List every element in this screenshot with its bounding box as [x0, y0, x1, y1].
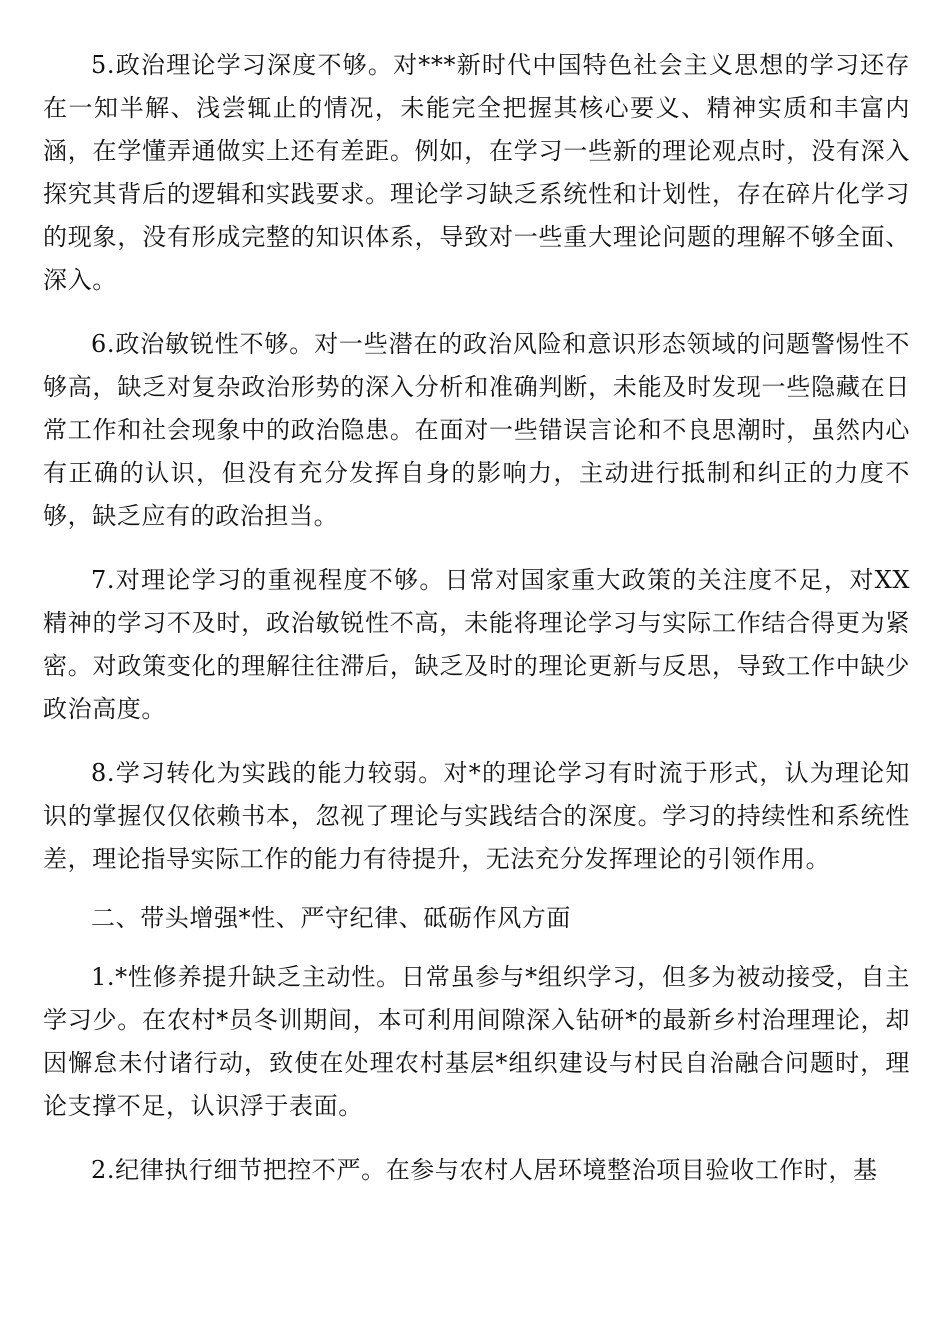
section-heading-2: 二、带头增强*性、严守纪律、砥砺作风方面 [91, 904, 571, 932]
section-2-paragraph-1: 1.*性修养提升缺乏主动性。日常虽参与*组织学习，但多为被动接受，自主学习少。在农村*员冬训期间，本可利用间隙深入钻研*的最新乡村治理理论，却因懈怠未付诸行动，致使在处理农村基层*组织建设与村民自治融合问题时，理论支撑不足，认识浮于表面。 [43, 963, 910, 1120]
paragraph-8-study-to-practice: 8.学习转化为实践的能力较弱。对*的理论学习有时流于形式，认为理论知识的掌握仅仅依赖书本，忽视了理论与实践结合的深度。学习的持续性和系统性差，理论指导实际工作的能力有待提升，无法充分发挥理论的引领作用。 [43, 759, 910, 873]
section-2-paragraph-2: 2.纪律执行细节把控不严。在参与农村人居环境整治项目验收工作时，基 [91, 1156, 878, 1184]
paragraph-6-political-sensitivity: 6.政治敏锐性不够。对一些潜在的政治风险和意识形态领域的问题警惕性不够高，缺乏对复杂政治形势的深入分析和准确判断，未能及时发现一些隐藏在日常工作和社会现象中的政治隐患。在面对一些错误言论和不良思潮时，虽然内心有正确的认识，但没有充分发挥自身的影响力，主动进行抵制和纠正的力度不够，缺乏应有的政治担当。 [43, 330, 910, 530]
paragraph-5-political-theory-depth: 5.政治理论学习深度不够。对***新时代中国特色社会主义思想的学习还存在一知半解、浅尝辄止的情况，未能完全把握其核心要义、精神实质和丰富内涵，在学懂弄通做实上还有差距。例如，在学习一些新的理论观点时，没有深入探究其背后的逻辑和实践要求。理论学习缺乏系统性和计划性，存在碎片化学习的现象，没有形成完整的知识体系，导致对一些重大理论问题的理解不够全面、深入。 [43, 51, 910, 294]
paragraph-7-theory-study-importance: 7.对理论学习的重视程度不够。日常对国家重大政策的关注度不足，对XX精神的学习不及时，政治敏锐性不高，未能将理论学习与实际工作结合得更为紧密。对政策变化的理解往往滞后，缺乏及时的理论更新与反思，导致工作中缺少政治高度。 [43, 566, 910, 723]
